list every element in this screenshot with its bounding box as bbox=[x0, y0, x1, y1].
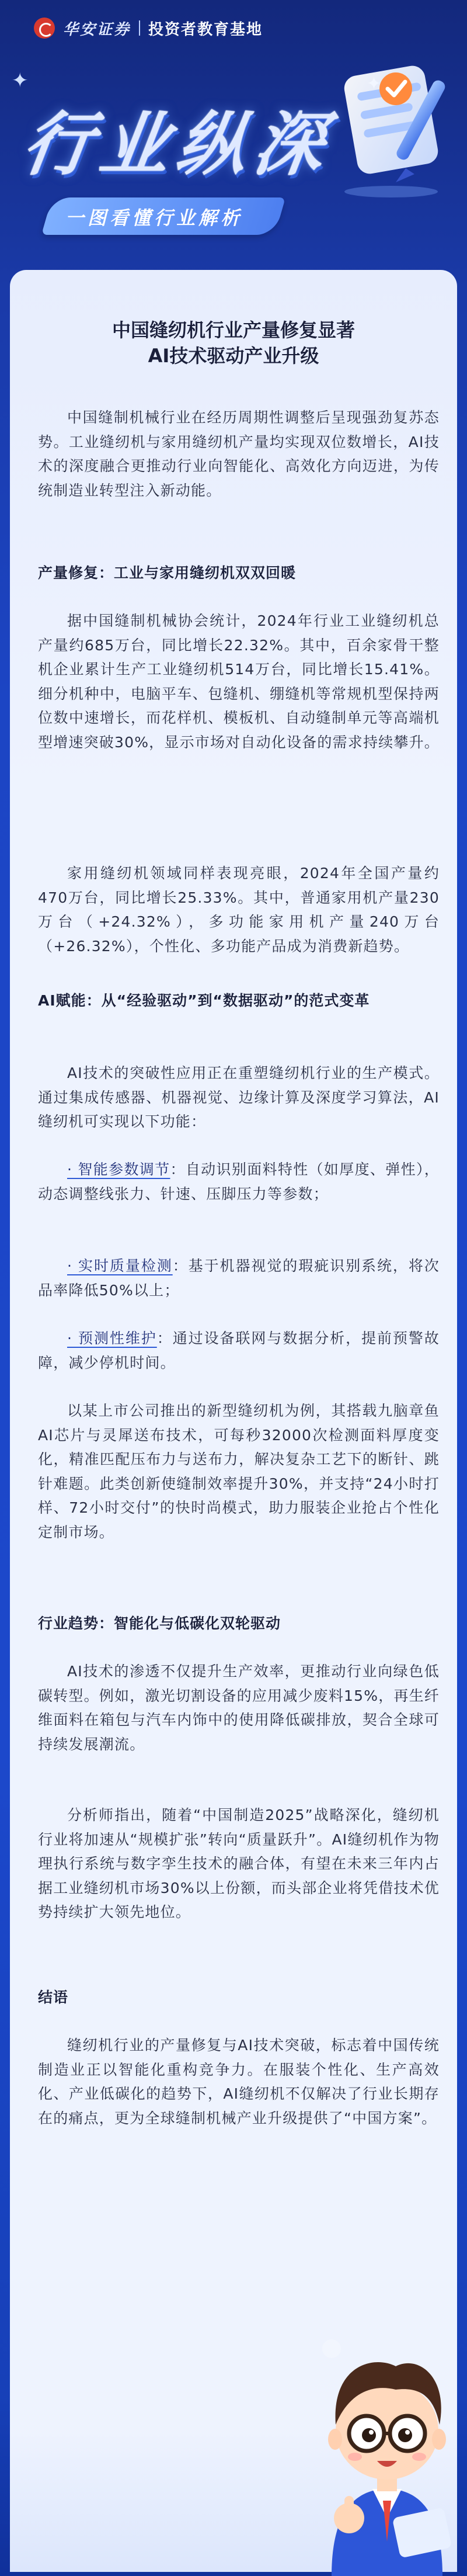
ai-paragraph-2: 以某上市公司推出的新型缝纫机为例，其搭载九脑章鱼AI芯片与灵犀送布技术，可每秒32000次检测面料厚度变化，精准匹配压布力与送布力，解决复杂工艺下的断针、跳针难题。此类创新使缝制效率提升30%，并支持“24小时打样、72小时交付”的快时尚模式，助力服装企业抢占个性化定制市场。 bbox=[38, 1402, 440, 1541]
trends-paragraph-2: 分析师指出，随着“中国制造2025”战略深化，缝纫机行业将加速从“规模扩张”转向“质量跃升”。AI缝纫机作为物理执行系统与数字孪生技术的融合体，有望在未来三年内占据工业缝纫机市场30%以上份额，而头部企业将凭借技术优势持续扩大领先地位。 bbox=[38, 1807, 440, 1920]
production-paragraph-1: 据中国缝制机械协会统计，2024年行业工业缝纫机总产量约685万台，同比增长22.32%。其中，百余家骨干整机企业累计生产工业缝纫机514万台，同比增长15.41%。细分机种中，电脑平车、包缝机、绷缝机等常规机型保持两位数中速增长，而花样机、模板机、自动缝制单元等高端机型增速突破30%，显示市场对自动化设备的需求持续攀升。 bbox=[38, 612, 440, 751]
sparkle-icon: ✦ bbox=[12, 69, 29, 92]
list-item-label: · 实时质量检测 bbox=[67, 1257, 173, 1274]
list-item-text: ：基于机器视觉的瑕疵识别系统，将次品率降低50%以上； bbox=[38, 1257, 440, 1299]
list-item-text: ：通过设备联网与数据分析，提前预警故障，减少停机时间。 bbox=[38, 1330, 440, 1371]
checklist-document-icon bbox=[327, 53, 461, 204]
header-banner bbox=[0, 0, 467, 275]
section-heading-production: 产量修复：工业与家用缝纫机双双回暖 bbox=[38, 564, 297, 581]
list-item bbox=[38, 1254, 440, 1302]
brand-subtitle: 投资者教育基地 bbox=[148, 20, 263, 39]
hero-title: 行业纵深 bbox=[18, 104, 337, 185]
section-heading-trends: 行业趋势：智能化与低碳化双轮驱动 bbox=[38, 1615, 281, 1632]
list-item-text: ：自动识别面料特性（如厚度、弹性），动态调整线张力、针速、压脚压力等参数； bbox=[38, 1161, 440, 1202]
section-heading-conclusion: 结语 bbox=[38, 1989, 69, 2006]
brand-logo-icon bbox=[34, 18, 55, 39]
ai-paragraph-1: AI技术的突破性应用正在重塑缝纫机行业的生产模式。通过集成传感器、机器视觉、边缘计算及深度学习算法，AI缝纫机可实现以下功能： bbox=[38, 1065, 440, 1130]
list-item bbox=[38, 1326, 440, 1375]
mascot-illustration bbox=[308, 2267, 466, 2576]
production-paragraph-2: 家用缝纫机领域同样表现亮眼，2024年全国产量约470万台，同比增长25.33%。其中，普通家用机产量230万台（+24.32%），多功能家用机产量240万台（+26.32%），个性化、多功能产品成为消费新趋势。 bbox=[38, 865, 440, 955]
conclusion-paragraph: 缝纫机行业的产量修复与AI技术突破，标志着中国传统制造业正以智能化重构竞争力。在服装个性化、生产高效化、产业低碳化的趋势下，AI缝纫机不仅解决了行业长期存在的痛点，更为全球缝制机械产业升级提供了“中国方案”。 bbox=[38, 2037, 440, 2127]
list-item bbox=[38, 1157, 440, 1206]
trends-paragraph-1: AI技术的渗透不仅提升生产效率，更推动行业向绿色低碳转型。例如，激光切割设备的应用减少废料15%，再生纤维面料在箱包与汽车内饰中的使用降低碳排放，契合全球可持续发展潮流。 bbox=[38, 1663, 440, 1753]
brand-bar bbox=[34, 15, 263, 41]
article-card bbox=[10, 270, 457, 2572]
article-title-line2: AI技术驱动产业升级 bbox=[148, 345, 319, 367]
intro-paragraph: 中国缝制机械行业在经历周期性调整后呈现强劲复苏态势。工业缝纫机与家用缝纫机产量均实现双位数增长，AI技术的深度融合更推动行业向智能化、高效化方向迈进，为传统制造业转型注入新动能。 bbox=[38, 409, 440, 499]
hero-subtitle: 一图看懂行业解析 bbox=[65, 207, 243, 229]
brand-name: 华安证券 bbox=[63, 20, 131, 39]
article-title-line1: 中国缝纫机行业产量修复显著 bbox=[111, 319, 355, 341]
list-item-label: · 预测性维护 bbox=[67, 1330, 157, 1347]
section-heading-ai: AI赋能：从“经验驱动”到“数据驱动”的范式变革 bbox=[38, 992, 370, 1009]
brand-divider bbox=[139, 20, 140, 36]
list-item-label: · 智能参数调节 bbox=[67, 1161, 170, 1178]
